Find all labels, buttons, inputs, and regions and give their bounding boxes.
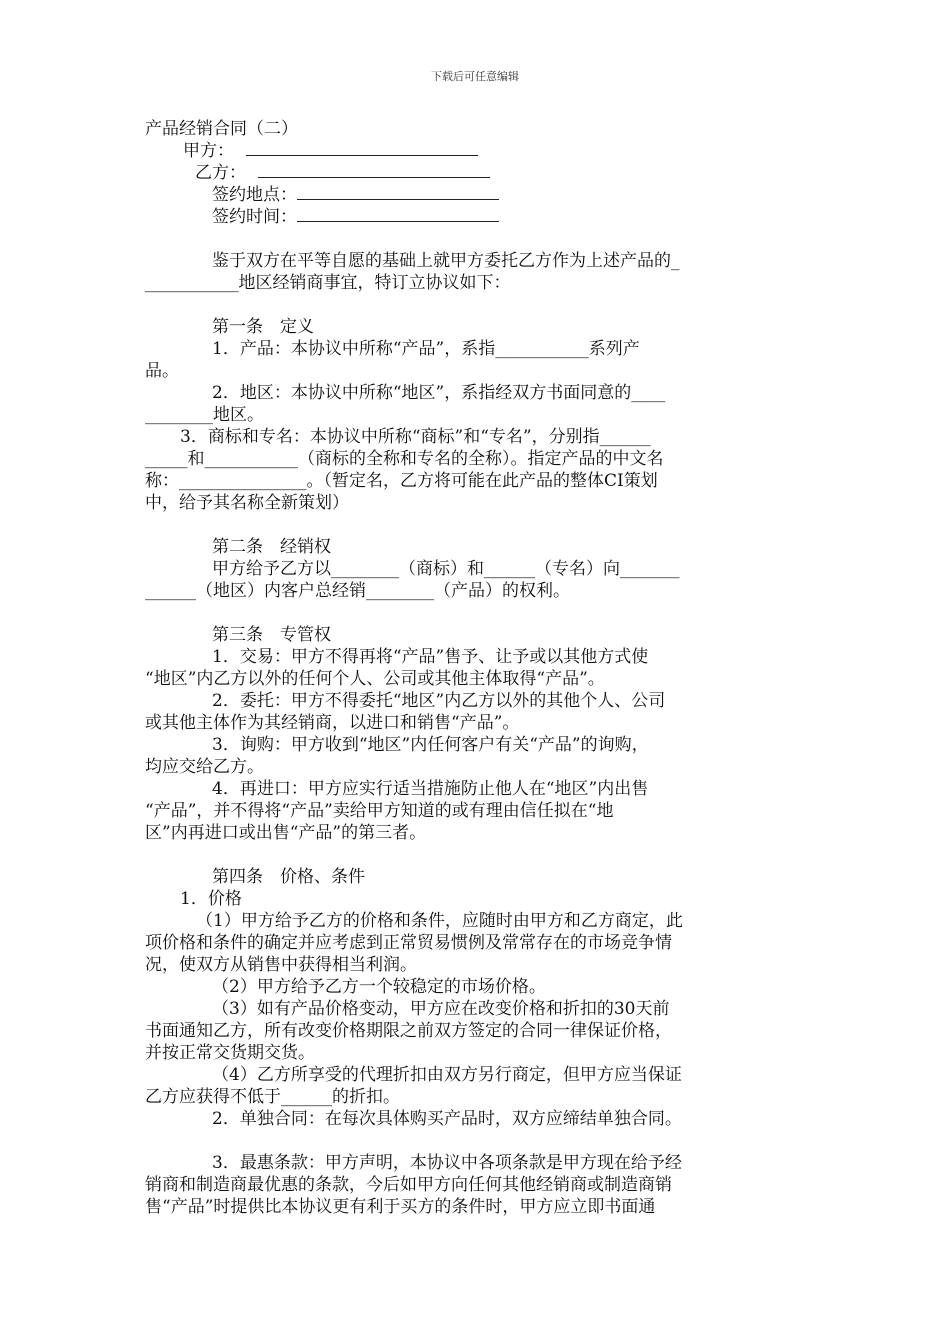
party-b-blank: [258, 162, 490, 178]
body-line: （4）乙方所享受的代理折扣由双方另行商定，但甲方应当保证: [212, 1065, 682, 1085]
body-line: 4．再进口：甲方应实行适当措施防止他人在“地区”内出售: [212, 779, 649, 799]
body-line: 均应交给乙方。: [145, 757, 264, 777]
body-line: 并按正常交货期交货。: [145, 1043, 315, 1063]
body-line: 1．交易：甲方不得再将“产品”售予、让予或以其他方式使: [212, 647, 649, 667]
section-heading: 第四条 价格、条件: [212, 867, 365, 887]
party-a-row: [183, 140, 478, 162]
body-line: 项价格和条件的确定并应考虑到正常贸易惯例及常常存在的市场竞争情: [145, 933, 672, 953]
body-line: 甲方给予乙方以________（商标）和______（专名）向_______: [212, 559, 680, 579]
body-line: 1．产品：本协议中所称“产品”，系指___________系列产: [212, 339, 640, 359]
body-line: 称：_______________。（暂定名，乙方将可能在此产品的整体CI策划: [145, 471, 658, 491]
doc-title: 产品经销合同（二）: [145, 119, 298, 139]
body-line: （3）如有产品价格变动，甲方应在改变价格和折扣的30天前: [212, 999, 670, 1019]
sign-place-label: 签约地点：: [212, 185, 297, 205]
sign-time-blank: [297, 206, 499, 222]
body-line: 鉴于双方在平等自愿的基础上就甲方委托乙方作为上述产品的_: [212, 251, 680, 271]
body-line: （1）甲方给予乙方的价格和条件，应随时由甲方和乙方商定，此: [196, 911, 683, 931]
body-line: （2）甲方给予乙方一个较稳定的市场价格。: [212, 977, 546, 997]
body-line: 况，使双方从销售中获得相当利润。: [145, 955, 417, 975]
body-line: 3．询购：甲方收到“地区”内任何客户有关“产品”的询购，: [212, 735, 649, 755]
section-heading: 第三条 专管权: [212, 625, 331, 645]
body-line: 售“产品”时提供比本协议更有利于买方的条件时，甲方应立即书面通: [145, 1197, 656, 1217]
body-line: 2．单独合同：在每次具体购买产品时，双方应缔结单独合同。: [212, 1109, 682, 1129]
sign-time-row: [212, 206, 499, 228]
section-heading: 第二条 经销权: [212, 537, 331, 557]
body-line: 中，给予其名称全新策划）: [145, 493, 349, 513]
body-line: 1．价格: [180, 889, 242, 909]
sign-place-row: [212, 184, 499, 206]
body-line: 2．地区：本协议中所称“地区”，系指经双方书面同意的____: [212, 383, 666, 403]
body-line: “地区”内乙方以外的任何个人、公司或其他主体取得“产品”。: [145, 669, 605, 689]
body-line: 2．委托：甲方不得委托“地区”内乙方以外的其他个人、公司: [212, 691, 666, 711]
body-line: 区”内再进口或出售“产品”的第三者。: [145, 823, 427, 843]
body-line: 3．最惠条款：甲方声明，本协议中各项条款是甲方现在给予经: [212, 1153, 682, 1173]
body-line: _____和___________（商标的全称和专名的全称）。指定产品的中文名: [145, 449, 664, 469]
body-line: 品。: [145, 361, 179, 381]
body-line: 乙方应获得不低于______的折扣。: [145, 1087, 400, 1107]
body-line: ________地区。: [145, 405, 264, 425]
body-line: 3．商标和专名：本协议中所称“商标”和“专名”，分别指______: [180, 427, 651, 447]
sign-time-label: 签约时间：: [212, 207, 297, 227]
body-line: ___________地区经销商事宜，特订立协议如下：: [145, 273, 511, 293]
body-line: ______（地区）内客户总经销________（产品）的权利。: [145, 581, 570, 601]
body-line: “产品”，并不得将“产品”卖给甲方知道的或有理由信任拟在“地: [145, 801, 614, 821]
party-a-label: 甲方：: [183, 141, 234, 161]
party-a-blank: [246, 140, 478, 156]
section-heading: 第一条 定义: [212, 317, 314, 337]
body-line: 或其他主体作为其经销商，以进口和销售“产品”。: [145, 713, 520, 733]
body-line: 销商和制造商最优惠的条款，今后如甲方向任何其他经销商或制造商销: [145, 1175, 672, 1195]
page-header: 下载后可任意编辑: [431, 70, 519, 83]
body-line: 书面通知乙方，所有改变价格期限之前双方签定的合同一律保证价格，: [145, 1021, 672, 1041]
party-b-row: [195, 162, 490, 184]
sign-place-blank: [297, 184, 499, 200]
party-b-label: 乙方：: [195, 163, 246, 183]
